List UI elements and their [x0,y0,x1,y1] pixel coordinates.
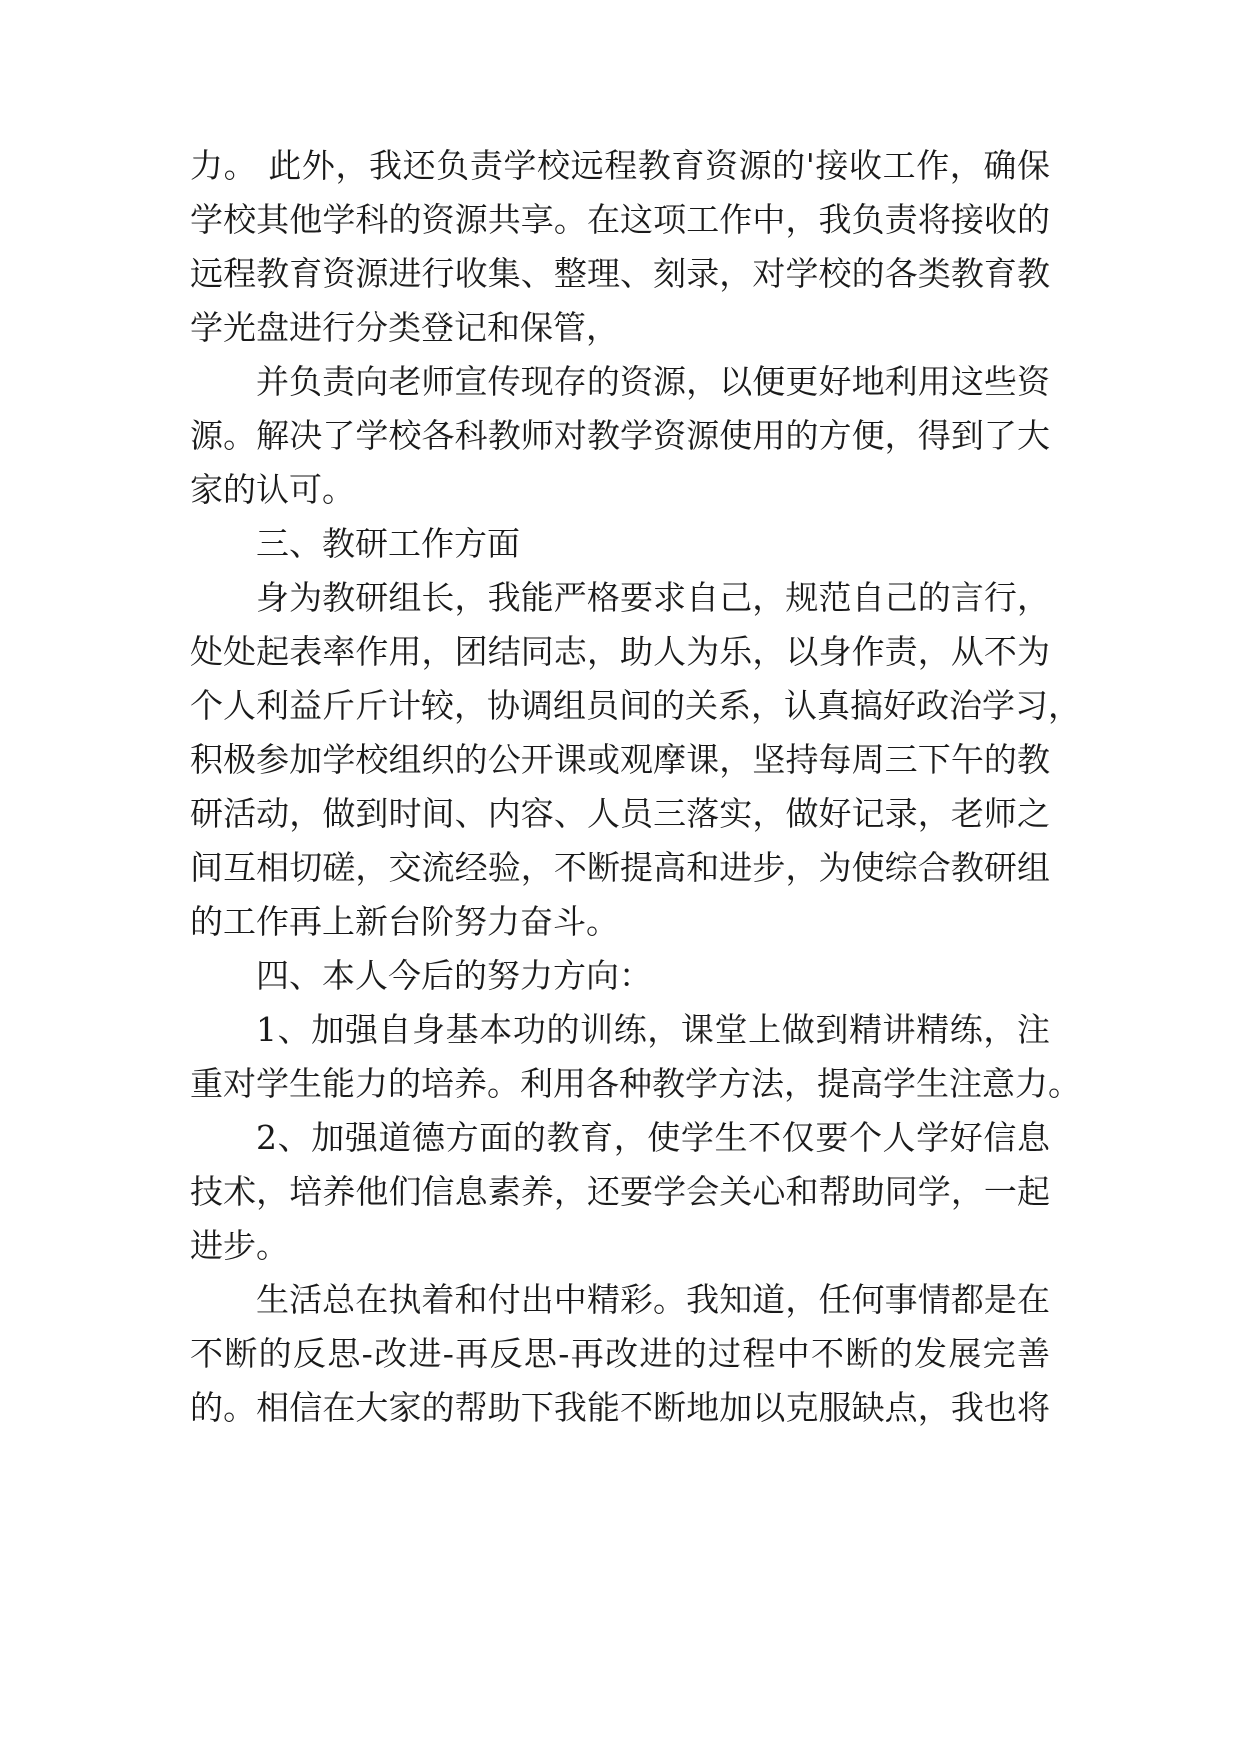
text-line: 并负责向老师宣传现存的资源，以便更好地利用这些资 [256,362,1050,401]
text-line: 积极参加学校组织的公开课或观摩课，坚持每周三下午的教 [190,740,1050,779]
text-line: 学光盘进行分类登记和保管， [190,308,619,347]
text-line: 进步。 [190,1226,289,1265]
text-line: 力。 此外，我还负责学校远程教育资源的'接收工作，确保 [190,146,1050,185]
text-line: 间互相切磋，交流经验，不断提高和进步，为使综合教研组 [190,848,1050,887]
text-line: 处处起表率作用，团结同志，助人为乐，以身作责，从不为 [190,632,1050,671]
text-line: 个人利益斤斤计较，协调组员间的关系，认真搞好政治学习， [190,686,1081,725]
text-line: 学校其他学科的资源共享。在这项工作中，我负责将接收的 [190,200,1050,239]
text-line: 的。相信在大家的帮助下我能不断地加以克服缺点，我也将 [190,1388,1050,1427]
text-line: 技术，培养他们信息素养，还要学会关心和帮助同学，一起 [190,1172,1050,1211]
text-line: 家的认可。 [190,470,355,509]
text-line: 研活动，做到时间、内容、人员三落实，做好记录，老师之 [190,794,1050,833]
text-line: 2、加强道德方面的教育，使学生不仅要个人学好信息 [256,1118,1050,1157]
text-line: 身为教研组长，我能严格要求自己，规范自己的言行， [256,578,1050,617]
text-line: 的工作再上新台阶努力奋斗。 [190,902,619,941]
text-line: 1、加强自身基本功的训练，课堂上做到精讲精练，注 [256,1010,1050,1049]
text-line: 重对学生能力的培养。利用各种教学方法，提高学生注意力。 [190,1064,1081,1103]
text-line: 远程教育资源进行收集、整理、刻录，对学校的各类教育教 [190,254,1050,293]
section-heading: 三、教研工作方面 [256,524,520,563]
text-line: 源。解决了学校各科教师对教学资源使用的方便，得到了大 [190,416,1050,455]
section-heading: 四、本人今后的努力方向： [256,956,652,995]
text-line: 不断的反思-改进-再反思-再改进的过程中不断的发展完善 [190,1334,1050,1373]
text-line: 生活总在执着和付出中精彩。我知道，任何事情都是在 [256,1280,1050,1319]
